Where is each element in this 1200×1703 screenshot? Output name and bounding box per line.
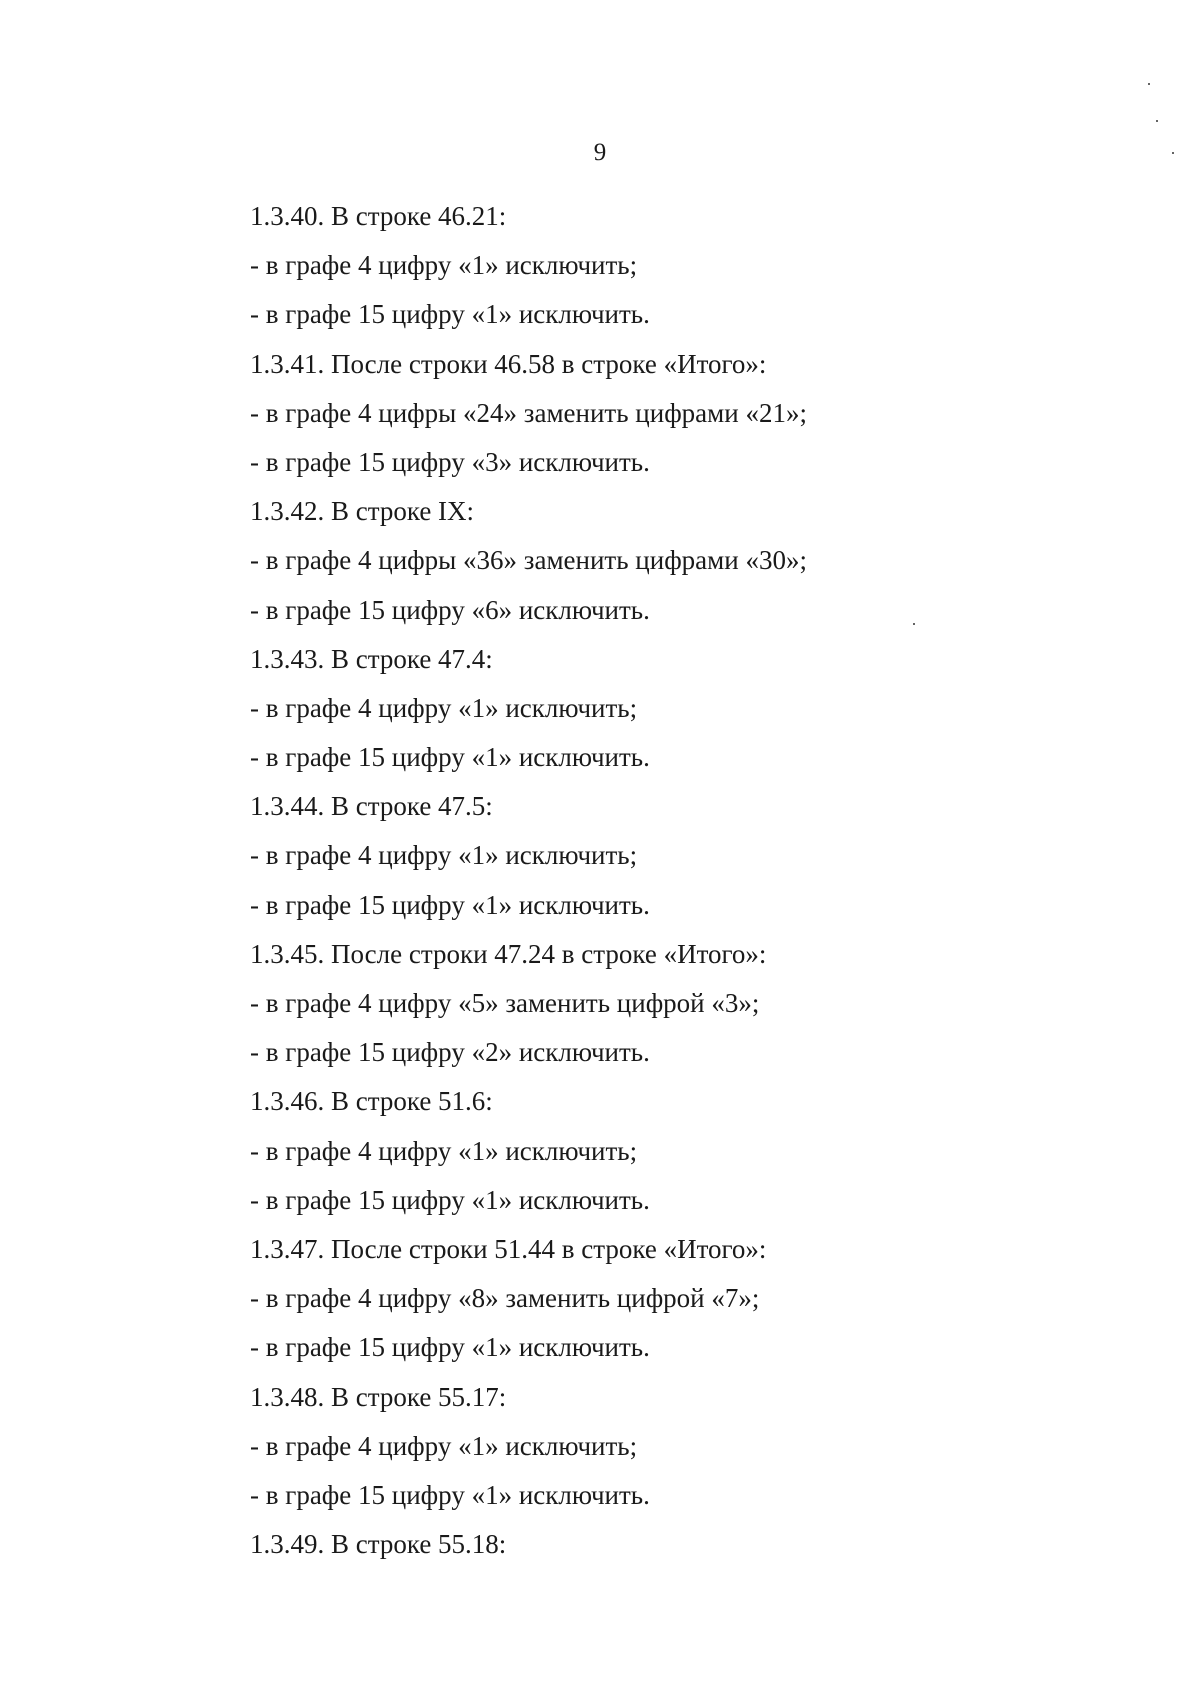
item-line: - в графе 4 цифру «1» исключить; — [250, 1135, 638, 1166]
item-heading: 1.3.40. В строке 46.21: — [250, 201, 507, 231]
item-line: - в графе 4 цифру «5» заменить цифрой «3»; — [250, 988, 760, 1018]
item-line: - в графе 15 цифру «1» исключить. — [250, 1332, 650, 1363]
item-heading: 1.3.41. После строки 46.58 в строке «Итого»: — [250, 348, 767, 379]
item-line: - в графе 4 цифру «8» заменить цифрой «7»; — [250, 1283, 760, 1314]
item-line: - в графе 15 цифру «3» исключить. — [250, 446, 650, 477]
item-line: - в графе 4 цифры «24» заменить цифрами «21»; — [250, 397, 807, 428]
item-line: - в графе 15 цифру «1» исключить. — [250, 742, 650, 773]
item-line: - в графе 15 цифру «1» исключить. — [250, 1184, 650, 1215]
item-line: - в графе 4 цифры «36» заменить цифрами «30»; — [250, 545, 807, 576]
item-line: - в графе 15 цифру «1» исключить. — [250, 1479, 650, 1510]
item-line: - в графе 4 цифру «1» исключить; — [250, 250, 638, 281]
item-heading: 1.3.48. В строке 55.17: — [250, 1381, 507, 1412]
scan-speck — [1156, 120, 1158, 122]
document-body — [250, 200, 1110, 1577]
item-heading: 1.3.49. В строке 55.18: — [250, 1529, 507, 1560]
item-heading: 1.3.44. В строке 47.5: — [250, 791, 493, 822]
item-line: - в графе 15 цифру «2» исключить. — [250, 1037, 650, 1068]
scan-speck — [913, 623, 915, 625]
item-heading: 1.3.46. В строке 51.6: — [250, 1086, 493, 1117]
item-line: - в графе 15 цифру «6» исключить. — [250, 594, 650, 625]
item-line: - в графе 15 цифру «1» исключить. — [250, 299, 650, 330]
scan-speck — [1148, 83, 1150, 85]
item-heading: 1.3.43. В строке 47.4: — [250, 643, 493, 674]
item-line: - в графе 15 цифру «1» исключить. — [250, 889, 650, 920]
item-heading: 1.3.45. После строки 47.24 в строке «Итого»: — [250, 938, 767, 969]
item-heading: 1.3.42. В строке IX: — [250, 496, 475, 527]
item-heading: 1.3.47. После строки 51.44 в строке «Итого»: — [250, 1233, 767, 1264]
page-number: 9 — [593, 139, 607, 166]
item-line: - в графе 4 цифру «1» исключить; — [250, 840, 638, 871]
item-line: - в графе 4 цифру «1» исключить; — [250, 692, 638, 723]
scan-speck — [1172, 152, 1174, 154]
item-line: - в графе 4 цифру «1» исключить; — [250, 1430, 638, 1461]
